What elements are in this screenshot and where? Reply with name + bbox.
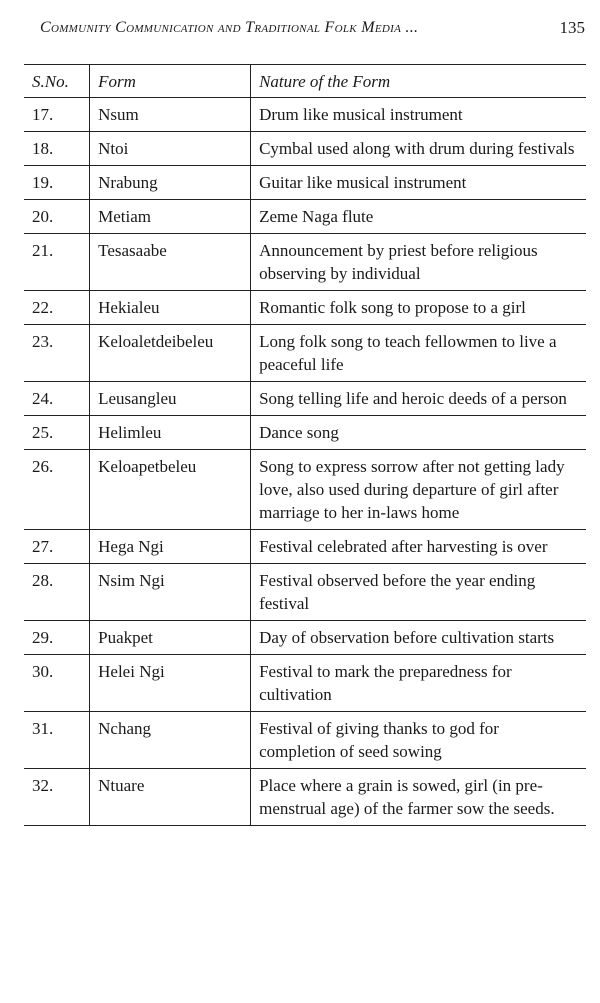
cell-nature: Zeme Naga flute <box>251 200 586 234</box>
header-row <box>24 65 586 98</box>
cell-nature: Song to express sorrow after not getting lady love, also used during departure of girl after marriage to her in-laws home <box>251 450 586 530</box>
cell-sno: 31. <box>24 712 90 769</box>
cell-sno: 22. <box>24 291 90 325</box>
table-row <box>24 166 586 200</box>
table-row <box>24 564 586 621</box>
running-head <box>40 14 585 42</box>
table-row <box>24 621 586 655</box>
cell-sno: 30. <box>24 655 90 712</box>
cell-form: Hega Ngi <box>90 530 251 564</box>
table-row <box>24 234 586 291</box>
cell-sno: 20. <box>24 200 90 234</box>
table-row <box>24 98 586 132</box>
table-row <box>24 769 586 826</box>
cell-sno: 21. <box>24 234 90 291</box>
cell-sno: 25. <box>24 416 90 450</box>
table-row <box>24 200 586 234</box>
cell-form: Nchang <box>90 712 251 769</box>
cell-form: Ntuare <box>90 769 251 826</box>
cell-nature: Dance song <box>251 416 586 450</box>
table-row <box>24 325 586 382</box>
cell-sno: 26. <box>24 450 90 530</box>
cell-nature: Drum like musical instrument <box>251 98 586 132</box>
table-row <box>24 712 586 769</box>
cell-form: Leusangleu <box>90 382 251 416</box>
cell-form: Keloapetbeleu <box>90 450 251 530</box>
cell-sno: 18. <box>24 132 90 166</box>
cell-nature: Festival of giving thanks to god for completion of seed sowing <box>251 712 586 769</box>
cell-sno: 19. <box>24 166 90 200</box>
cell-form: Tesasaabe <box>90 234 251 291</box>
cell-sno: 29. <box>24 621 90 655</box>
cell-sno: 24. <box>24 382 90 416</box>
table-row <box>24 450 586 530</box>
cell-form: Helimleu <box>90 416 251 450</box>
table-row <box>24 655 586 712</box>
table-body <box>24 98 586 826</box>
cell-nature: Long folk song to teach fellowmen to live a peaceful life <box>251 325 586 382</box>
cell-form: Helei Ngi <box>90 655 251 712</box>
table-row <box>24 132 586 166</box>
cell-sno: 28. <box>24 564 90 621</box>
cell-sno: 17. <box>24 98 90 132</box>
cell-nature: Guitar like musical instrument <box>251 166 586 200</box>
cell-form: Hekialeu <box>90 291 251 325</box>
cell-sno: 23. <box>24 325 90 382</box>
cell-form: Nsim Ngi <box>90 564 251 621</box>
column-header-nature: Nature of the Form <box>251 65 586 98</box>
cell-sno: 27. <box>24 530 90 564</box>
cell-form: Metiam <box>90 200 251 234</box>
cell-nature: Romantic folk song to propose to a girl <box>251 291 586 325</box>
column-header-form: Form <box>90 65 251 98</box>
cell-form: Nsum <box>90 98 251 132</box>
cell-nature: Announcement by priest before religious observing by individual <box>251 234 586 291</box>
cell-nature: Festival observed before the year ending festival <box>251 564 586 621</box>
cell-nature: Cymbal used along with drum during festivals <box>251 132 586 166</box>
table-row <box>24 416 586 450</box>
running-title: Community Communication and Traditional Folk Media ... <box>40 19 419 36</box>
table-row <box>24 530 586 564</box>
cell-form: Nrabung <box>90 166 251 200</box>
cell-nature: Day of observation before cultivation starts <box>251 621 586 655</box>
table-header <box>24 65 586 98</box>
table-row <box>24 382 586 416</box>
cell-nature: Festival to mark the preparedness for cultivation <box>251 655 586 712</box>
cell-form: Keloaletdeibeleu <box>90 325 251 382</box>
cell-nature: Place where a grain is sowed, girl (in pre-menstrual age) of the farmer sow the seeds. <box>251 769 586 826</box>
column-header-sno: S.No. <box>24 65 90 98</box>
cell-nature: Festival celebrated after harvesting is over <box>251 530 586 564</box>
cell-nature: Song telling life and heroic deeds of a person <box>251 382 586 416</box>
cell-sno: 32. <box>24 769 90 826</box>
folk-media-forms-table <box>24 64 586 826</box>
page-number: 135 <box>559 18 585 37</box>
table-row <box>24 291 586 325</box>
cell-form: Puakpet <box>90 621 251 655</box>
cell-form: Ntoi <box>90 132 251 166</box>
